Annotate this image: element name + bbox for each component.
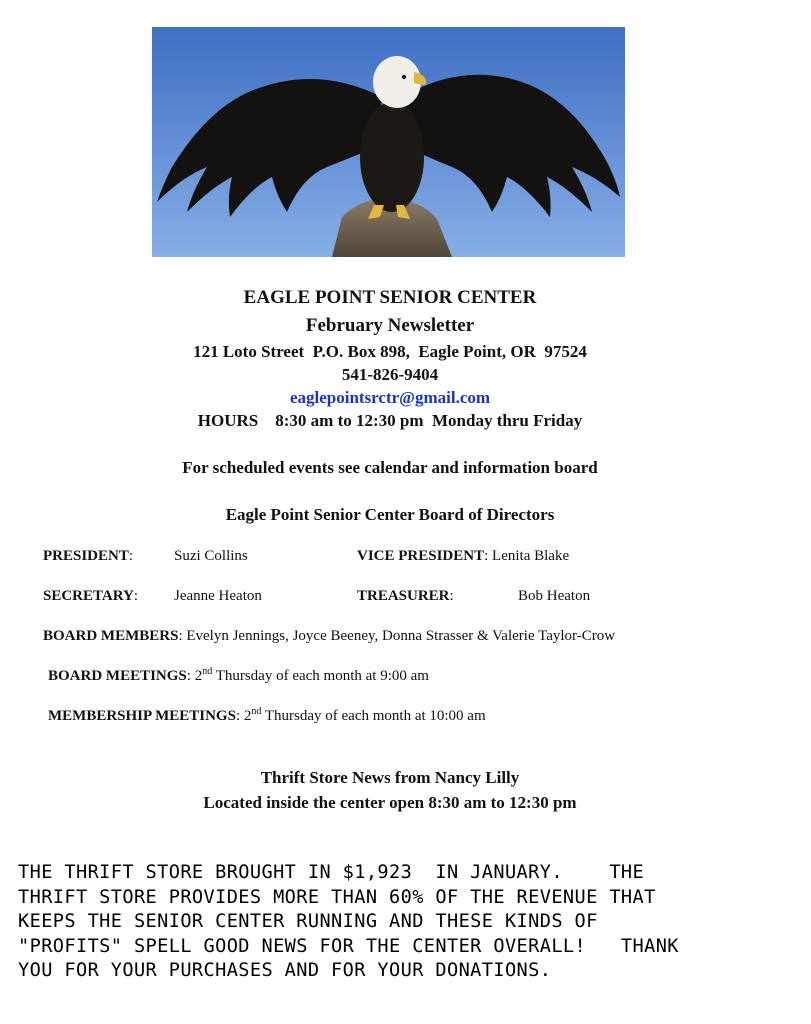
thrift-title: Thrift Store News from Nancy Lilly: [260, 768, 520, 787]
membership-meetings-sup: nd: [251, 706, 262, 717]
board-members-list: Evelyn Jennings, Joyce Beeney, Donna Strasser & Valerie Taylor-Crow: [186, 628, 616, 644]
membership-meetings-ordinal: 2: [243, 708, 252, 724]
board-meetings-label: BOARD MEETINGS: [48, 668, 187, 684]
vice-president-name: Lenita Blake: [492, 548, 570, 564]
board-meetings-text: Thursday of each month at 9:00 am: [215, 668, 429, 684]
thrift-announcement: [18, 861, 778, 984]
vice-president-row: VICE PRESIDENT: Lenita Blake: [357, 548, 570, 564]
treasurer-label: TREASURER: [357, 588, 450, 604]
president-name: Suzi Collins: [174, 548, 248, 564]
board-meetings-ordinal: 2: [194, 668, 203, 684]
board-meetings-sup: nd: [202, 666, 213, 677]
board-members-row: BOARD MEMBERS: Evelyn Jennings, Joyce Beeney, Donna Strasser & Valerie Taylor-Crow: [43, 628, 616, 644]
newsletter-title: February Newsletter: [305, 315, 475, 336]
phone: 541-826-9404: [341, 365, 439, 384]
board-meetings-row: BOARD MEETINGS: 2nd Thursday of each month at 9:00 am: [48, 666, 429, 684]
membership-meetings-row: MEMBERSHIP MEETINGS: 2nd Thursday of each month at 10:00 am: [48, 706, 486, 724]
president-row: PRESIDENT:: [43, 548, 134, 564]
hours: HOURS 8:30 am to 12:30 pm Monday thru Friday: [197, 411, 583, 430]
membership-meetings-label: MEMBERSHIP MEETINGS: [48, 708, 236, 724]
board-title: Eagle Point Senior Center Board of Directors: [225, 505, 555, 524]
bald-eagle-photo: [152, 27, 625, 257]
email-link[interactable]: eaglepointsrctr@gmail.com: [289, 388, 491, 407]
secretary-name: Jeanne Heaton: [174, 588, 262, 604]
board-members-label: BOARD MEMBERS: [43, 628, 179, 644]
thrift-line: "PROFITS" SPELL GOOD NEWS FOR THE CENTER OVERALL! THANK: [18, 935, 679, 957]
thrift-line: YOU FOR YOUR PURCHASES AND FOR YOUR DONATIONS.: [18, 960, 552, 981]
vice-president-label: VICE PRESIDENT: [357, 548, 485, 564]
secretary-row: SECRETARY:: [43, 588, 139, 604]
thrift-line: KEEPS THE SENIOR CENTER RUNNING AND THESE KINDS OF: [18, 911, 598, 932]
secretary-label: SECRETARY: [43, 588, 134, 604]
org-name: EAGLE POINT SENIOR CENTER: [243, 287, 537, 308]
thrift-location: Located inside the center open 8:30 am to 12:30 pm: [203, 793, 577, 812]
address: 121 Loto Street P.O. Box 898, Eagle Point, OR 97524: [193, 342, 587, 361]
thrift-line: THRIFT STORE PROVIDES MORE THAN 60% OF THE REVENUE THAT: [18, 886, 656, 908]
president-label: PRESIDENT: [43, 548, 129, 564]
treasurer-row: TREASURER:: [357, 588, 454, 604]
events-note: For scheduled events see calendar and information board: [182, 458, 598, 477]
membership-meetings-text: Thursday of each month at 10:00 am: [264, 708, 486, 724]
treasurer-name: Bob Heaton: [518, 588, 591, 604]
thrift-line: THE THRIFT STORE BROUGHT IN $1,923 IN JANUARY. THE: [18, 862, 645, 883]
